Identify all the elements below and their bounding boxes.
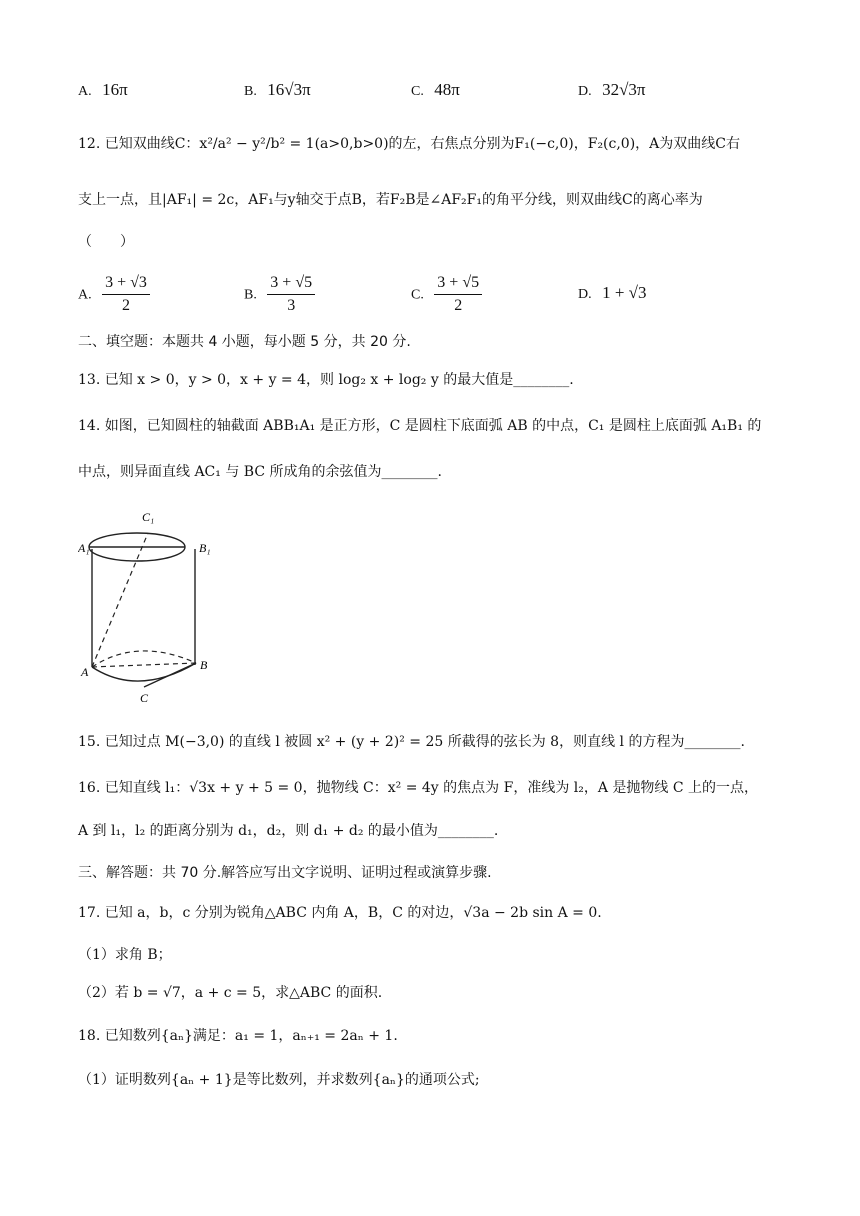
q12-answer-paren: （ ） [78, 234, 134, 250]
q16-stem-line1: 16. 已知直线 l₁：√3x + y + 5 = 0，抛物线 C：x² = 4y 的焦点为 F，准线为 l₂，A 是抛物线 C 上的一点， [78, 780, 759, 796]
q13-stem: 13. 已知 x > 0，y > 0，x + y = 4，则 log₂ x + log₂ y 的最大值是________. [78, 372, 574, 388]
label-a: A [81, 665, 89, 679]
q17-stem: 17. 已知 a，b，c 分别为锐角△ABC 内角 A，B，C 的对边，√3a − 2b sin A = 0. [78, 905, 602, 921]
fraction-numerator: 3 + √3 [102, 272, 150, 295]
q18-stem: 18. 已知数列{aₙ}满足：a₁ = 1，aₙ₊₁ = 2aₙ + 1. [78, 1028, 398, 1044]
segment-ab [92, 663, 196, 667]
option-value: 16π [102, 80, 128, 99]
q12-stem-line2: 支上一点，且|AF₁| = 2c，AF₁与y轴交于点B，若F₂B是∠AF₂F₁的角平分线，则双曲线C的离心率为 [78, 192, 703, 208]
label-b: B [200, 658, 208, 672]
option-label: B. [244, 287, 257, 303]
label-c1: C₁ [142, 510, 155, 524]
label-a1: A₁ [78, 541, 90, 555]
option-label: A. [78, 287, 92, 303]
bottom-front-arc [92, 663, 196, 681]
option-value: 48π [434, 80, 460, 99]
q12-option-a [78, 272, 150, 317]
q11-option-b [244, 80, 311, 100]
segment-bc [144, 663, 196, 687]
q12-option-b [244, 272, 315, 317]
fraction-denominator: 2 [454, 297, 463, 314]
option-value: 32√3π [602, 80, 646, 99]
q14-stem-line2: 中点，则异面直线 AC₁ 与 BC 所成角的余弦值为________. [78, 464, 442, 480]
option-fraction [102, 272, 150, 317]
q15-stem: 15. 已知过点 M(−3,0) 的直线 l 被圆 x² + (y + 2)² = 25 所截得的弦长为 8，则直线 l 的方程为________. [78, 734, 745, 750]
q17-part-1: （1）求角 B； [78, 947, 172, 963]
label-c: C [140, 691, 149, 705]
section-3-heading: 三、解答题：共 70 分.解答应写出文字说明、证明过程或演算步骤. [78, 865, 492, 881]
fraction-numerator: 3 + √5 [434, 272, 482, 295]
q11-option-a [78, 80, 128, 100]
q14-stem-line1: 14. 如图，已知圆柱的轴截面 ABB₁A₁ 是正方形，C 是圆柱下底面弧 AB 的中点，C₁ 是圆柱上底面弧 A₁B₁ 的 [78, 418, 762, 434]
option-value: 16√3π [267, 80, 311, 99]
option-label: D. [578, 84, 592, 99]
q17-part-2: （2）若 b = √7，a + c = 5，求△ABC 的面积. [78, 985, 383, 1001]
option-fraction [267, 272, 315, 317]
q11-option-c [411, 80, 460, 100]
option-label: C. [411, 287, 424, 303]
label-b1: B₁ [199, 541, 211, 555]
segment-ac1 [92, 533, 148, 667]
q12-stem-line1: 12. 已知双曲线C：x²/a² − y²/b² = 1(a>0,b>0)的左，右焦点分别为F₁(−c,0)，F₂(c,0)，A为双曲线C右 [78, 136, 740, 152]
q16-stem-line2: A 到 l₁，l₂ 的距离分别为 d₁，d₂，则 d₁ + d₂ 的最小值为________. [78, 823, 499, 839]
bottom-back-arc [92, 651, 196, 667]
option-label: A. [78, 84, 92, 99]
fraction-denominator: 2 [121, 297, 130, 314]
section-2-heading: 二、填空题：本题共 4 小题，每小题 5 分，共 20 分. [78, 334, 411, 350]
option-label: B. [244, 84, 257, 99]
q18-part-1: （1）证明数列{aₙ + 1}是等比数列，并求数列{aₙ}的通项公式; [78, 1072, 480, 1088]
option-label: C. [411, 84, 424, 99]
q12-option-d [578, 283, 647, 303]
fraction-denominator: 3 [287, 297, 296, 314]
q11-option-d [578, 80, 646, 100]
option-value: 1 + √3 [602, 283, 647, 302]
fraction-numerator: 3 + √5 [267, 272, 315, 295]
cylinder-figure [78, 505, 218, 705]
q12-option-c [411, 272, 482, 317]
option-label: D. [578, 287, 592, 302]
option-fraction [434, 272, 482, 317]
